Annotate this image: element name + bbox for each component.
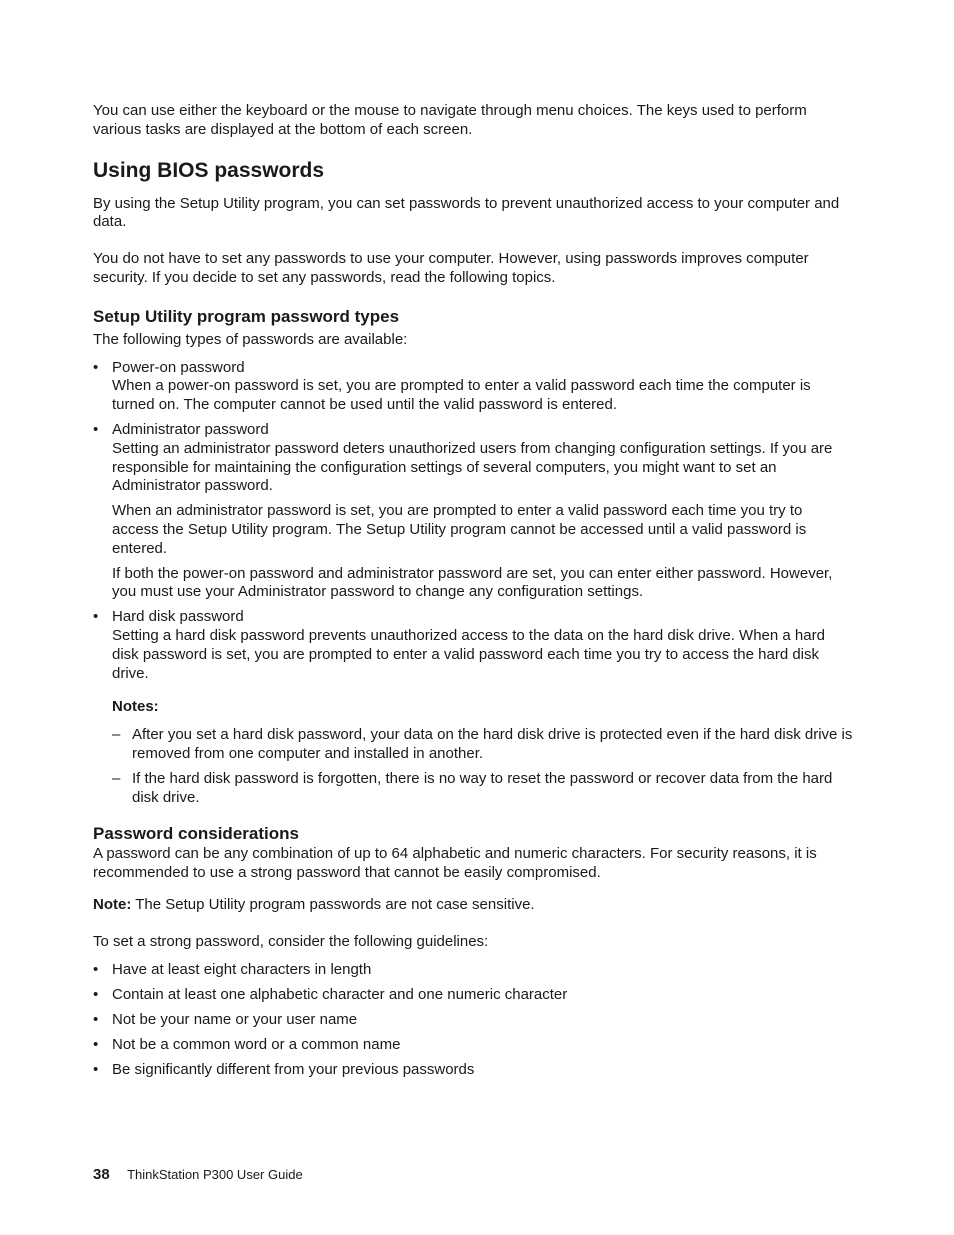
bios-intro-paragraph: By using the Setup Utility program, you can set passwords to prevent unauthorized access to your computer and data. <box>93 194 840 231</box>
list-item-label: Power-on password <box>112 358 245 376</box>
list-item <box>93 1036 853 1055</box>
list-item-hard-disk <box>93 608 853 683</box>
bullet-glyph: • <box>93 986 99 1004</box>
intro-paragraph: You can use either the keyboard or the mouse to navigate through menu choices. The keys used to perform various tasks are displayed at the bottom of each screen. <box>93 102 807 138</box>
note-text: The Setup Utility program passwords are not case sensitive. <box>135 895 535 913</box>
list-item-description: Setting an administrator password deters unauthorized users from changing configuration settings. If you are responsible for maintaining the configuration settings of several computers, you might want to set an Administrator password. <box>112 439 833 495</box>
notes-label: Notes: <box>112 698 159 716</box>
page-content <box>93 102 853 1079</box>
list-item-description: When a power-on password is set, you are prompted to enter a valid password each time the computer is turned on. The computer cannot be used until the valid password is entered. <box>112 377 811 414</box>
bullet-glyph: • <box>93 960 99 978</box>
book-title: ThinkStation P300 User Guide <box>127 1167 303 1182</box>
dash-glyph: – <box>112 769 121 787</box>
list-item-description: If both the power-on password and administrator password are set, you can enter either password. However, you must use your Administrator password to change any configuration settings. <box>112 564 833 601</box>
note-item <box>93 726 853 764</box>
list-item-power-on <box>93 359 853 415</box>
list-item-description: When an administrator password is set, you are prompted to enter a valid password each time you try to access the Setup Utility program. The Setup Utility program cannot be accessed until a valid password is entered. <box>112 502 807 557</box>
section-title-password-considerations: Password considerations <box>93 824 299 844</box>
notes-list <box>93 726 853 807</box>
note-text: After you set a hard disk password, your data on the hard disk drive is protected even if the hard disk drive is removed from one computer and installed in another. <box>132 726 853 762</box>
guidelines-list <box>93 961 853 1080</box>
list-item-label: Hard disk password <box>112 608 244 626</box>
dash-glyph: – <box>112 726 121 744</box>
list-item <box>93 961 853 980</box>
list-item <box>93 986 853 1005</box>
list-item-text: Contain at least one alphabetic character and one numeric character <box>112 986 568 1004</box>
list-item-administrator <box>93 421 853 602</box>
bullet-glyph: • <box>93 1035 99 1053</box>
list-item <box>93 1061 853 1080</box>
page-footer <box>93 1165 303 1185</box>
bullet-glyph: • <box>93 420 99 438</box>
list-item-text: Not be a common word or a common name <box>112 1035 401 1053</box>
note-text: If the hard disk password is forgotten, there is no way to reset the password or recover data from the hard disk drive. <box>132 769 833 806</box>
list-item-description: Setting a hard disk password prevents unauthorized access to the data on the hard disk drive. When a hard disk password is set, you are prompted to enter a valid password each time you try to access the hard disk drive. <box>112 626 825 682</box>
bullet-glyph: • <box>93 358 99 376</box>
list-item <box>93 1011 853 1030</box>
bullet-glyph: • <box>93 1060 99 1078</box>
list-item-text: Be significantly different from your previous passwords <box>112 1060 475 1078</box>
bios-security-paragraph: You do not have to set any passwords to use your computer. However, using passwords improves computer security. If you decide to set any passwords, read the following topics. <box>93 250 809 286</box>
note-label: Note: <box>93 895 132 913</box>
considerations-paragraph: A password can be any combination of up to 64 alphabetic and numeric characters. For security reasons, it is recommended to use a strong password that cannot be easily compromised. <box>93 845 817 882</box>
note-item <box>93 770 853 808</box>
section-title-password-types: Setup Utility program password types <box>93 306 400 326</box>
list-item-label: Administrator password <box>112 420 269 438</box>
password-types-list <box>93 359 853 684</box>
bullet-glyph: • <box>93 608 99 626</box>
bullet-glyph: • <box>93 1011 99 1029</box>
section-title-bios-passwords: Using BIOS passwords <box>93 158 325 182</box>
password-types-lead: The following types of passwords are available: <box>93 330 408 348</box>
page-number: 38 <box>93 1166 110 1183</box>
list-item-text: Not be your name or your user name <box>112 1011 358 1029</box>
guidelines-lead: To set a strong password, consider the following guidelines: <box>93 932 489 950</box>
list-item-text: Have at least eight characters in length <box>112 960 372 978</box>
case-sensitivity-note <box>93 896 853 915</box>
